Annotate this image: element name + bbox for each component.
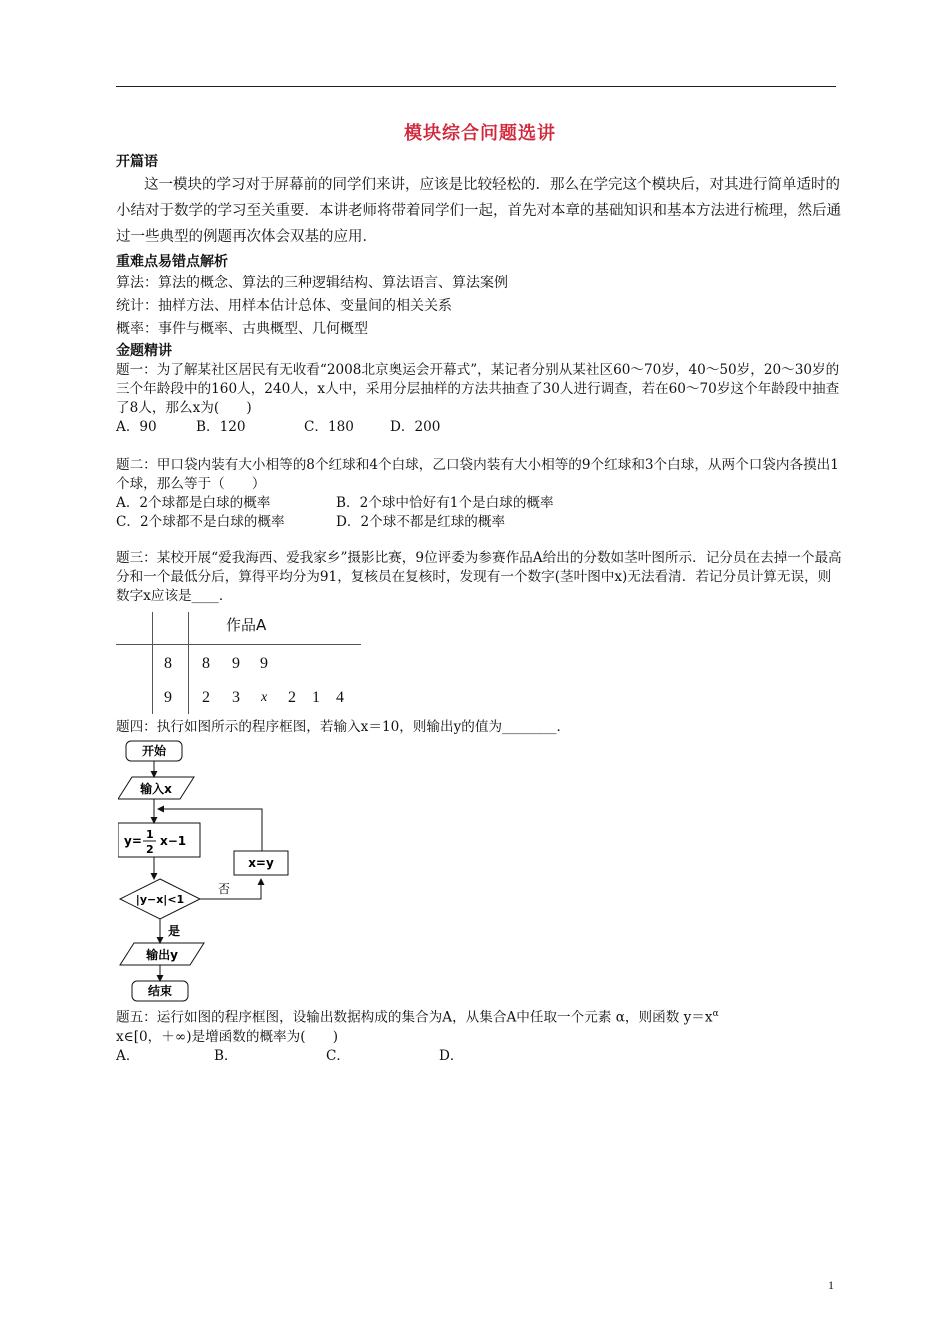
problem-2-option-a: A．2个球都是白球的概率 xyxy=(116,495,271,511)
flowchart-end: 结束 xyxy=(147,984,173,998)
problem-2 xyxy=(116,456,844,532)
problem-1-text: 题一：为了解某社区居民有无收看“2008北京奥运会开幕式”，某记者分别从某社区60～70岁，40～50岁，20～30岁的三个年龄段中的160人，240人，x人中，采用分层抽样的方法共抽查了30人进行调查，若在60～70岁这个年龄段中抽查了8人，那么x为( ) xyxy=(116,362,840,416)
leaf: 2 xyxy=(288,689,296,706)
flowchart-assign-prefix: y= xyxy=(124,834,142,848)
leaf: 4 xyxy=(336,689,344,706)
problem-5-exponent: α xyxy=(712,1009,719,1019)
leaf: 2 xyxy=(202,689,210,706)
stem-9: 9 xyxy=(164,689,172,706)
problem-1-option-d: D．200 xyxy=(390,419,441,435)
problem-5-text xyxy=(116,1005,844,1028)
problem-1-options xyxy=(116,418,844,437)
leaf: 9 xyxy=(232,655,240,672)
problem-5-text-b: x∈[0，＋∞)是增函数的概率为( ) xyxy=(116,1028,339,1045)
page-number: 1 xyxy=(828,1278,834,1292)
problem-5 xyxy=(116,1005,844,1066)
problem-5-options xyxy=(116,1047,844,1066)
stem-leaf-divider-2 xyxy=(188,612,189,714)
flowchart-frac-den: 2 xyxy=(146,843,154,856)
page-content xyxy=(116,120,844,1066)
problem-2-option-c: C．2个球都不是白球的概率 xyxy=(116,514,285,530)
flowchart-condition: |y−x|<1 xyxy=(135,893,185,906)
leaf: 8 xyxy=(202,655,210,672)
problem-3-text: 题三：某校开展“爱我海西、爱我家乡”摄影比赛，9位评委为参赛作品A给出的分数如茎叶图所示．记分员在去掉一个最高分和一个最低分后，算得平均分为91，复核员在复核时，发现有一个数字(茎叶图中x)无法看清．若记分员计算无误，则数字x应该是____． xyxy=(116,550,842,604)
key-point-statistics: 统计：抽样方法、用样本估计总体、变量间的相关关系 xyxy=(116,298,452,314)
problem-2-option-d: D．2个球不都是红球的概率 xyxy=(336,514,506,530)
key-point-algorithm: 算法：算法的概念、算法的三种逻辑结构、算法语言、算法案例 xyxy=(116,275,508,291)
problem-5-option-c: C． xyxy=(326,1047,350,1064)
problem-1-option-a: A．90 xyxy=(116,419,157,435)
flowchart-start: 开始 xyxy=(141,744,167,758)
intro-paragraph: 这一模块的学习对于屏幕前的同学们来讲，应该是比较轻松的．那么在学完这个模块后，对其进行简单适时的小结对于数学的学习至关重要．本讲老师将带着同学们一起，首先对本章的基础知识和基本方法进行梳理，然后通过一些典型的例题再次体会双基的应用． xyxy=(116,177,841,245)
problem-4 xyxy=(116,718,844,1005)
stem-8: 8 xyxy=(164,655,172,672)
stem-leaf-divider-1 xyxy=(152,612,153,714)
leaf-unknown: x xyxy=(261,690,268,705)
problem-5-text-a: 题五：运行如图的程序框图，设输出数据构成的集合为A，从集合A中任取一个元素 α，则函数 y＝x xyxy=(116,1009,713,1026)
document-title: 模块综合问题选讲 xyxy=(404,123,556,144)
problem-2-text: 题二：甲口袋内装有大小相等的8个红球和4个白球，乙口袋内装有大小相等的9个红球和3个白球，从两个口袋内各摸出1个球，那么等于（ ） xyxy=(116,457,839,492)
problem-2-option-b: B．2个球中恰好有1个是白球的概率 xyxy=(336,495,554,511)
intro-heading: 开篇语 xyxy=(116,154,158,170)
problem-2-options-row-2 xyxy=(116,513,844,532)
problem-1-option-c: C．180 xyxy=(304,419,354,435)
leaf: 3 xyxy=(232,689,240,706)
problem-1-option-b: B．120 xyxy=(196,419,246,435)
flowchart-output: 输出y xyxy=(146,948,178,962)
flowchart-assign-suffix: x−1 xyxy=(160,834,187,848)
header-rule xyxy=(116,86,836,87)
flowchart-update: x=y xyxy=(248,856,274,870)
flowchart xyxy=(118,739,298,1005)
flowchart-yes-label: 是 xyxy=(168,924,181,938)
stem-leaf-header: 作品A xyxy=(226,616,267,634)
flowchart-no-label: 否 xyxy=(218,882,231,896)
problem-4-text: 题四：执行如图所示的程序框图，若输入x＝10，则输出y的值为________． xyxy=(116,719,571,735)
problem-2-options-row-1 xyxy=(116,494,844,513)
flowchart-input: 输入x xyxy=(140,782,172,796)
problem-5-option-a: A． xyxy=(116,1047,140,1064)
problem-1 xyxy=(116,361,844,437)
problem-5-option-b: B． xyxy=(214,1047,238,1064)
stem-leaf-plot xyxy=(116,612,366,714)
problem-3 xyxy=(116,549,844,714)
leaf: 1 xyxy=(312,689,320,706)
key-point-probability: 概率：事件与概率、古典概型、几何概型 xyxy=(116,321,368,337)
flowchart-frac-num: 1 xyxy=(146,828,154,841)
problems-heading: 金题精讲 xyxy=(116,343,172,359)
key-points-heading: 重难点易错点解析 xyxy=(116,254,228,270)
leaf: 9 xyxy=(260,655,268,672)
problem-5-option-d: D． xyxy=(439,1047,464,1064)
